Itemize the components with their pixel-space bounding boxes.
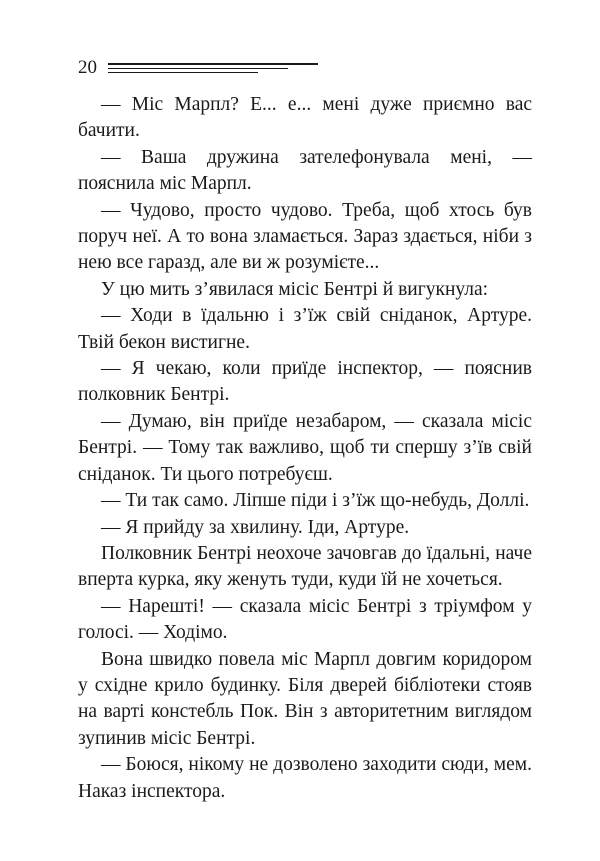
- paragraph: — Міс Марпл? Е... е... мені дуже приємно вас бачити.: [78, 94, 532, 142]
- header-rule: [108, 63, 318, 65]
- paragraph: — Нарешті! — сказала місіс Бентрі з тріумфом у голосі. — Ходімо.: [78, 595, 532, 644]
- paragraph: — Чудово, просто чудово. Треба, щоб хтось був поруч неї. А то вона зламається. Зараз здається, ніби з нею все гаразд, але ви ж розумієте...: [78, 199, 532, 274]
- paragraph: У цю мить з’явилася місіс Бентрі й вигукнула:: [101, 278, 489, 300]
- paragraph: — Я прийду за хвилину. Іди, Артуре.: [101, 516, 410, 538]
- header-rule-thin: [108, 68, 288, 69]
- paragraph: — Думаю, він приїде незабаром, — сказала місіс Бентрі. — Тому так важливо, щоб ти спершу з’їв свій сніданок. Ти цього потребуєш.: [78, 410, 532, 485]
- paragraph: Вона швидко повела міс Марпл довгим коридором у східне крило будинку. Біля дверей бібліотеки стояв на варті констебль Пок. Він з авторитетним виглядом зупинив місіс Бентрі.: [78, 648, 532, 749]
- page-number: 20: [78, 57, 97, 78]
- paragraph: Полковник Бентрі неохоче зачовгав до їдальні, наче вперта курка, яку женуть туди, куди їй не хочеться.: [78, 542, 532, 591]
- paragraph: — Ти так само. Ліпше піди і з’їж що-небудь, Доллі.: [101, 490, 530, 512]
- header-rule-thin: [108, 72, 258, 73]
- paragraph: — Боюся, нікому не дозволено заходити сюди, мем. Наказ інспектора.: [78, 754, 532, 802]
- paragraph: — Я чекаю, коли приїде інспектор, — пояснив полковник Бентрі.: [78, 358, 532, 406]
- body-text: [78, 92, 532, 805]
- paragraph: — Ходи в їдальню і з’їж свій сніданок, Артуре. Твій бекон вистигне.: [78, 305, 532, 353]
- paragraph: — Ваша дружина зателефонувала мені, — пояснила міс Марпл.: [78, 146, 532, 195]
